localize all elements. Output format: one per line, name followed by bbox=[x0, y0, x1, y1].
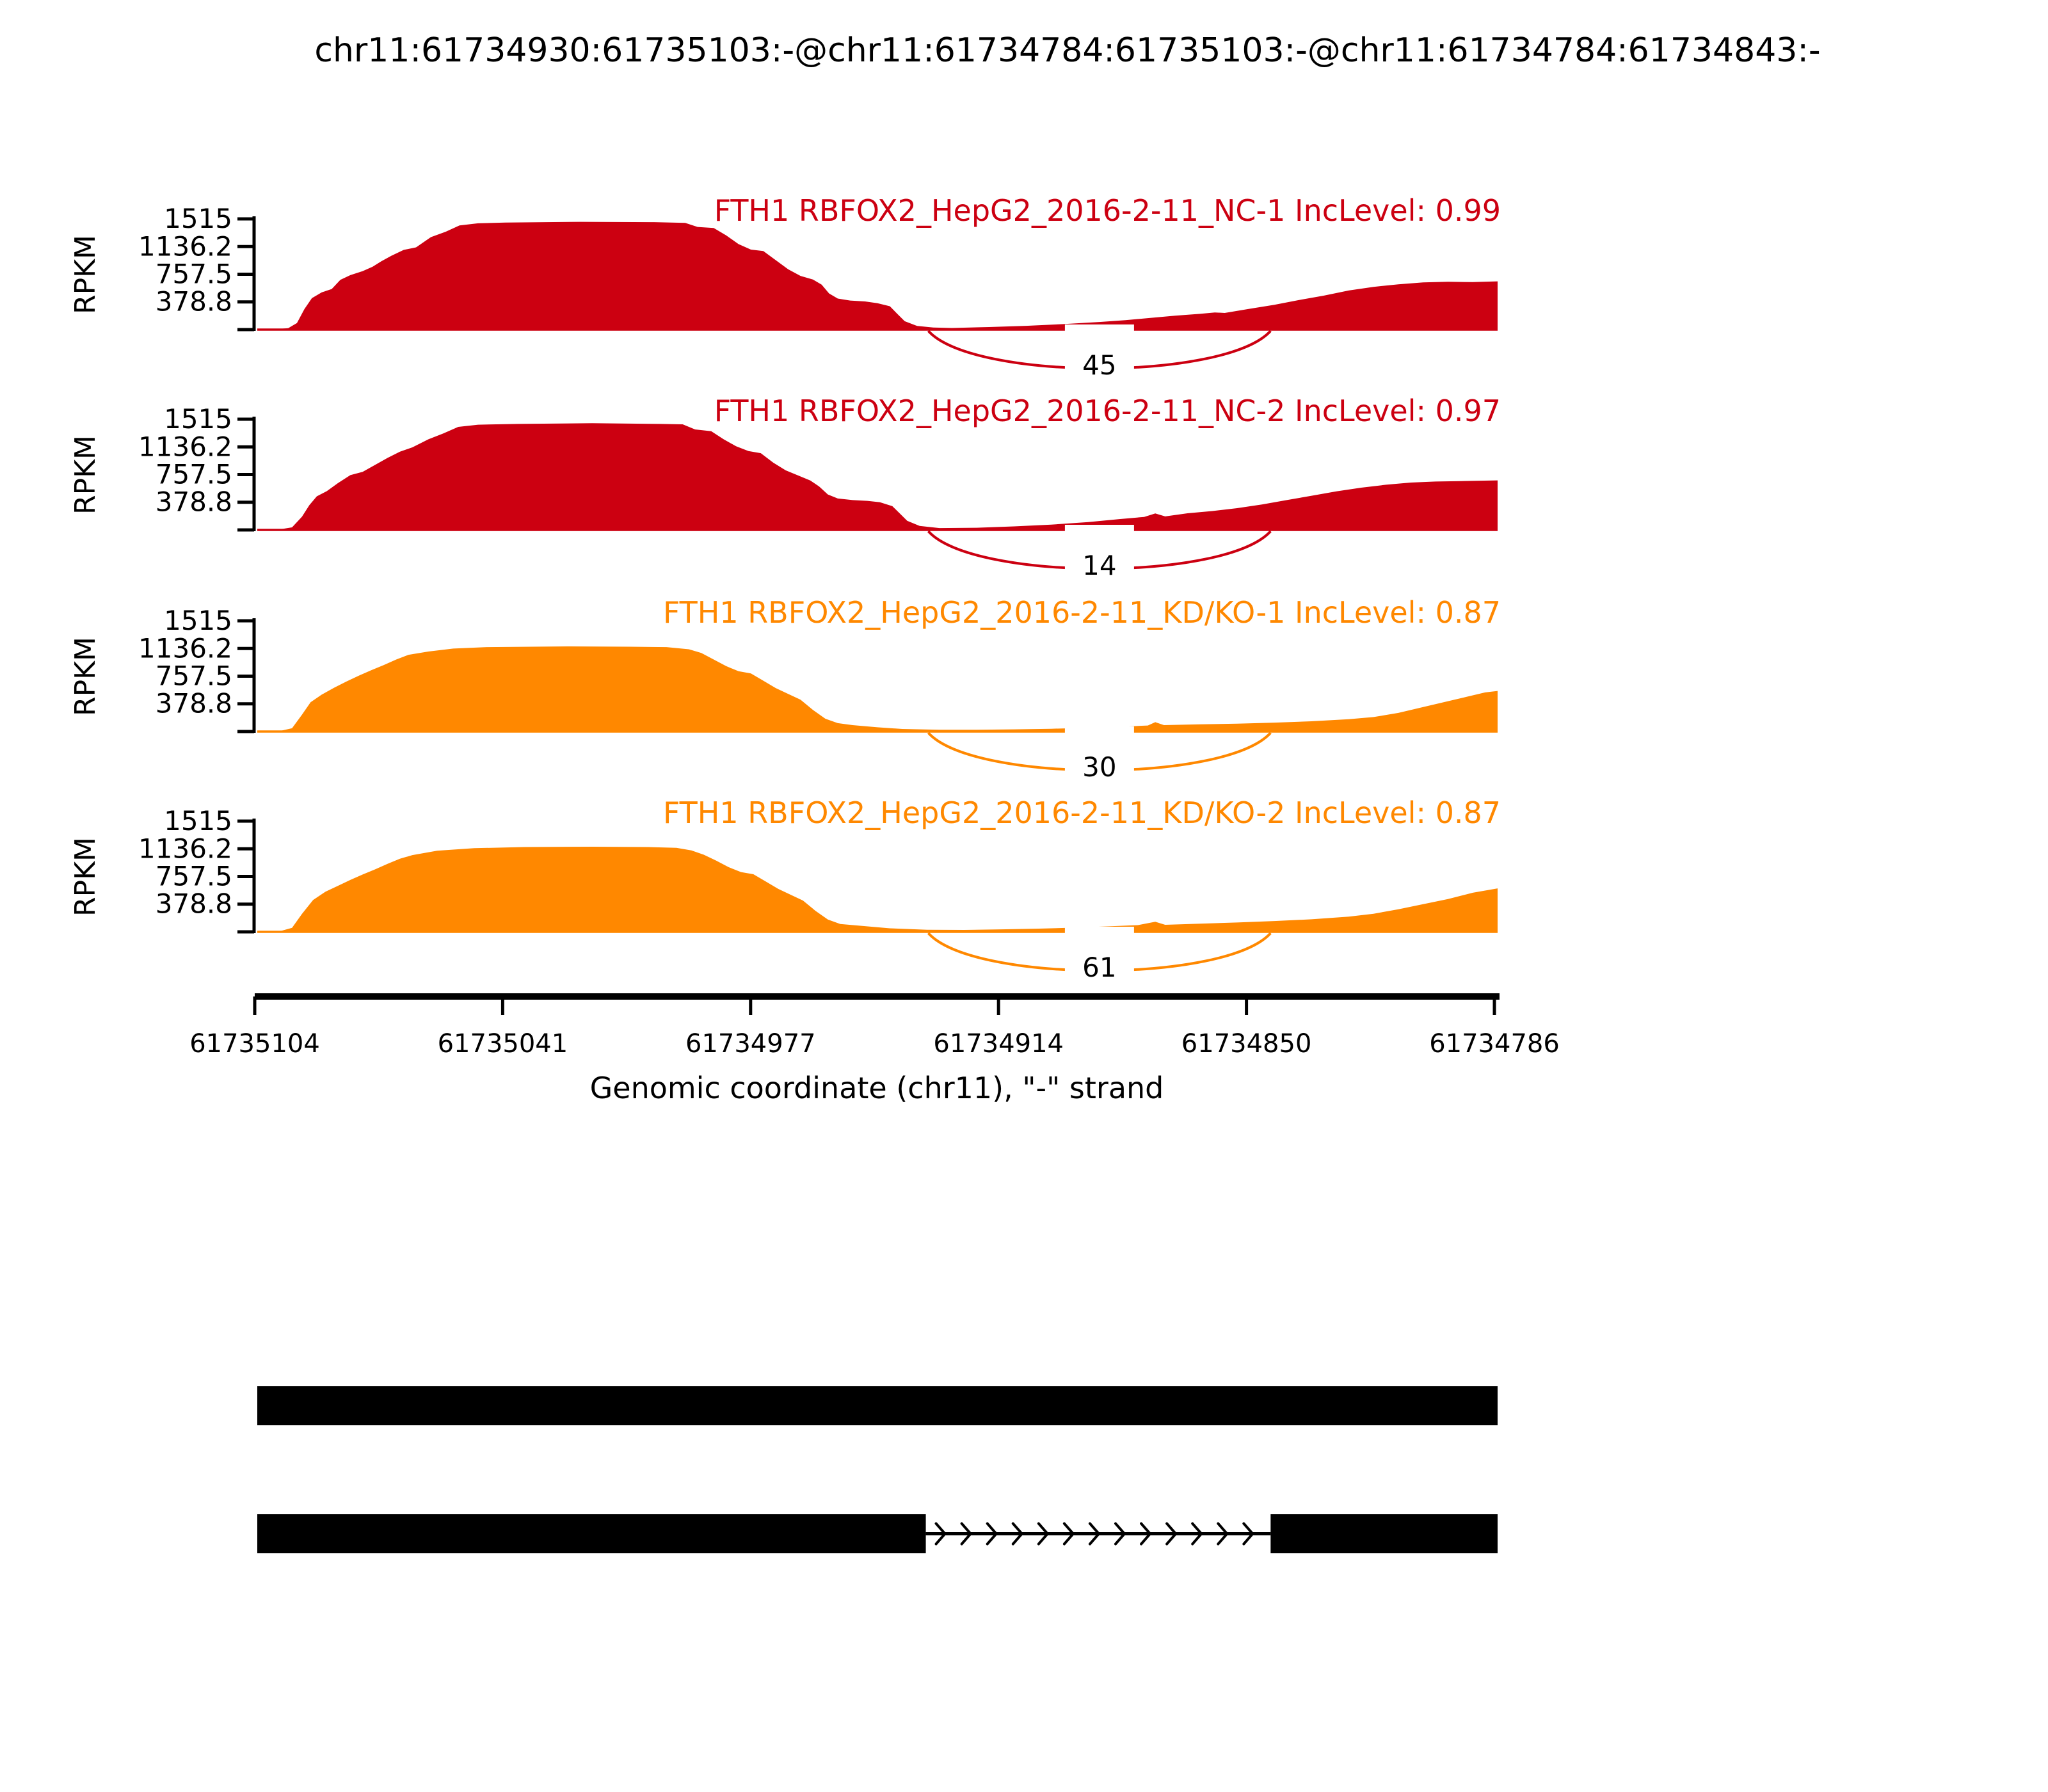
track-label: FTH1 RBFOX2_HepG2_2016-2-11_KD/KO-1 IncLevel: 0.87 bbox=[662, 595, 1501, 630]
y-tick-label: 378.8 bbox=[155, 285, 232, 317]
junction-read-count: 14 bbox=[1082, 550, 1117, 581]
y-tick-label: 1515 bbox=[164, 203, 232, 234]
y-tick-label: 757.5 bbox=[155, 458, 232, 490]
y-tick-label: 378.8 bbox=[155, 486, 232, 518]
y-tick-label: 1136.2 bbox=[138, 230, 232, 262]
y-tick-label: 1515 bbox=[164, 805, 232, 836]
track-label: FTH1 RBFOX2_HepG2_2016-2-11_NC-1 IncLevel: 0.99 bbox=[714, 193, 1501, 228]
figure-title: chr11:61734930:61735103:-@chr11:61734784:61735103:-@chr11:61734784:61734843:- bbox=[314, 31, 1821, 70]
y-axis-title: RPKM bbox=[69, 235, 102, 314]
y-tick-label: 1136.2 bbox=[138, 431, 232, 463]
x-tick-label: 61734786 bbox=[1429, 1029, 1560, 1059]
y-axis-title: RPKM bbox=[69, 435, 102, 515]
y-tick-label: 1136.2 bbox=[138, 833, 232, 865]
y-tick-label: 1136.2 bbox=[138, 632, 232, 664]
exon-bar bbox=[1270, 1514, 1498, 1553]
y-tick-label: 757.5 bbox=[155, 660, 232, 692]
y-tick-label: 757.5 bbox=[155, 258, 232, 290]
y-axis-title: RPKM bbox=[69, 637, 102, 716]
y-tick-label: 378.8 bbox=[155, 888, 232, 920]
isoform-skipping bbox=[257, 1514, 1498, 1553]
x-tick-label: 61735104 bbox=[189, 1029, 320, 1059]
y-tick-label: 1515 bbox=[164, 605, 232, 636]
junction-read-count: 61 bbox=[1082, 952, 1117, 983]
y-tick-label: 1515 bbox=[164, 403, 232, 435]
isoform-inclusion bbox=[257, 1386, 1498, 1425]
y-tick-label: 757.5 bbox=[155, 860, 232, 892]
y-tick-label: 378.8 bbox=[155, 687, 232, 719]
junction-read-count: 45 bbox=[1082, 349, 1117, 381]
x-tick-label: 61735041 bbox=[437, 1029, 568, 1059]
x-axis-title: Genomic coordinate (chr11), "-" strand bbox=[589, 1071, 1164, 1105]
junction-read-count: 30 bbox=[1082, 751, 1117, 783]
track-label: FTH1 RBFOX2_HepG2_2016-2-11_NC-2 IncLevel: 0.97 bbox=[714, 394, 1501, 428]
y-axis-title: RPKM bbox=[69, 837, 102, 916]
x-tick-label: 61734977 bbox=[685, 1029, 816, 1059]
x-tick-label: 61734850 bbox=[1181, 1029, 1312, 1059]
exon-bar bbox=[257, 1514, 926, 1553]
x-tick-label: 61734914 bbox=[933, 1029, 1064, 1059]
track-label: FTH1 RBFOX2_HepG2_2016-2-11_KD/KO-2 IncLevel: 0.87 bbox=[662, 796, 1501, 830]
exon-bar bbox=[257, 1386, 1498, 1425]
